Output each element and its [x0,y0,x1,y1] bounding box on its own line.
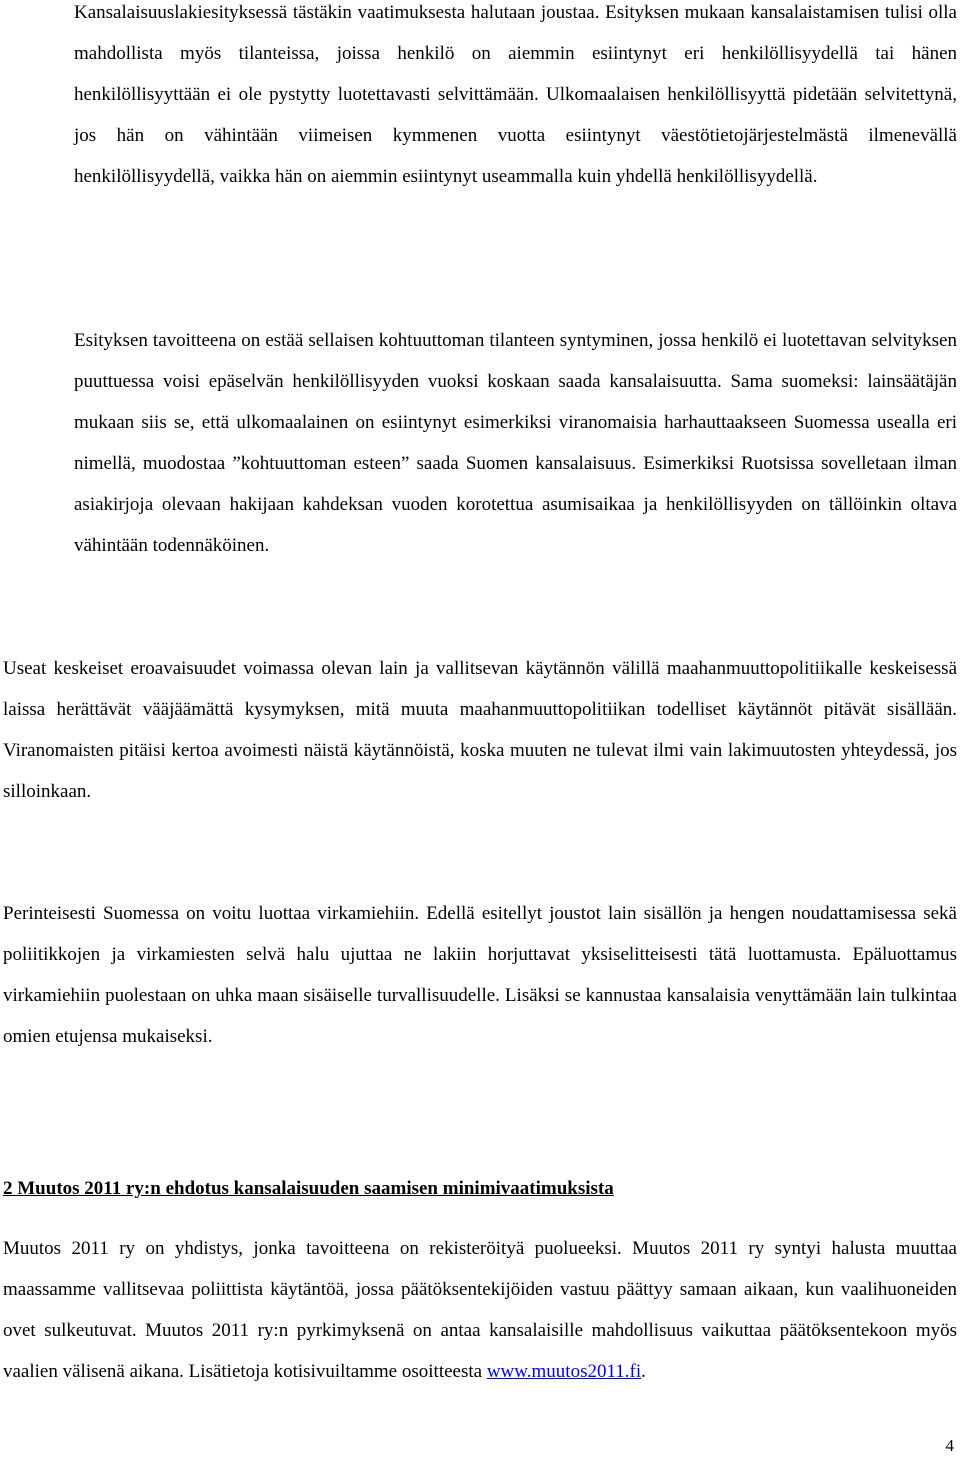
page-number: 4 [945,1436,954,1455]
paragraph-muutos-2011-text: Muutos 2011 ry on yhdistys, jonka tavoitteena on rekisteröityä puolueeksi. Muutos 2011 ry syntyi halusta muuttaa maassamme vallitsevaa poliittista käytäntöä, jossa päätöksentekijöiden vastuu päättyy samaan aikaan, kun vaalihuoneiden ovet sulkeutuvat. Muutos 2011 ry:n pyrkimyksenä on antaa kansalaisille mahdollisuus vaikuttaa päätöksentekoon myös vaalien välisenä aikana. Lisätietoja kotisivuiltamme osoitteesta [3,1238,957,1382]
paragraph-muutos-2011-intro [3,1229,957,1393]
paragraph-identity-flexibility: Kansalaisuuslakiesityksessä tästäkin vaatimuksesta halutaan joustaa. Esityksen mukaan kansalaistamisen tulisi olla mahdollista myös tilanteissa, joissa henkilö on aiemmin esiintynyt eri henkilöllisyydellä tai hänen henkilöllisyyttään ei ole pystytty luotettavasti selvittämään. Ulkomaalaisen henkilöllisyyttä pidetään selvitettynä, jos hän on vähintään viimeisen kymmenen vuotta esiintynyt väestötietojärjestelmästä ilmenevällä henkilöllisyydellä, vaikka hän on aiemmin esiintynyt useammalla kuin yhdellä henkilöllisyydellä. [74,2,957,187]
paragraph-trust-in-officials: Perinteisesti Suomessa on voitu luottaa virkamiehiin. Edellä esitellyt joustot lain sisällön ja hengen noudattamisessa sekä poliitikkojen ja virkamiesten selvä halu ujuttaa ne lakiin horjuttavat yksiselitteisesti tätä luottamusta. Epäluottamus virkamiehiin puolestaan on uhka maan sisäiselle turvallisuudelle. Lisäksi se kannustaa kansalaisia venyttämään lain tulkintaa omien etujensa mukaiseksi. [3,903,957,1047]
paragraph-proposal-goal: Esityksen tavoitteena on estää sellaisen kohtuuttoman tilanteen syntyminen, jossa henkilö ei luotettavan selvityksen puuttuessa voisi epäselvän henkilöllisyyden vuoksi koskaan saada kansalaisuutta. Sama suomeksi: lainsäätäjän mukaan siis se, että ulkomaalainen on esiintynyt esimerkiksi viranomaisia harhauttaakseen Suomessa usealla eri nimellä, muodostaa ”kohtuuttoman esteen” saada Suomen kansalaisuus. Esimerkiksi Ruotsissa sovelletaan ilman asiakirjoja olevaan hakijaan kahdeksan vuoden korotettua asumisaikaa ja henkilöllisyyden on tällöinkin oltava vähintään todennäköinen. [74,330,957,556]
website-link[interactable]: www.muutos2011.fi [486,1360,642,1382]
paragraph-policy-differences: Useat keskeiset eroavaisuudet voimassa olevan lain ja vallitsevan käytännön välillä maahanmuuttopolitiikalle keskeisessä laissa herättävät vääjäämättä kysymyksen, mitä muuta maahanmuuttopolitiikan todelliset käytännöt pitävät sisällään. Viranomaisten pitäisi kertoa avoimesti näistä käytännöistä, koska muuten ne tulevat ilmi vain lakimuutosten yhteydessä, jos silloinkaan. [3,658,957,802]
paragraph-muutos-2011-end: . [641,1360,646,1382]
section-heading: 2 Muutos 2011 ry:n ehdotus kansalaisuuden saamisen minimivaatimuksista [3,1178,614,1199]
